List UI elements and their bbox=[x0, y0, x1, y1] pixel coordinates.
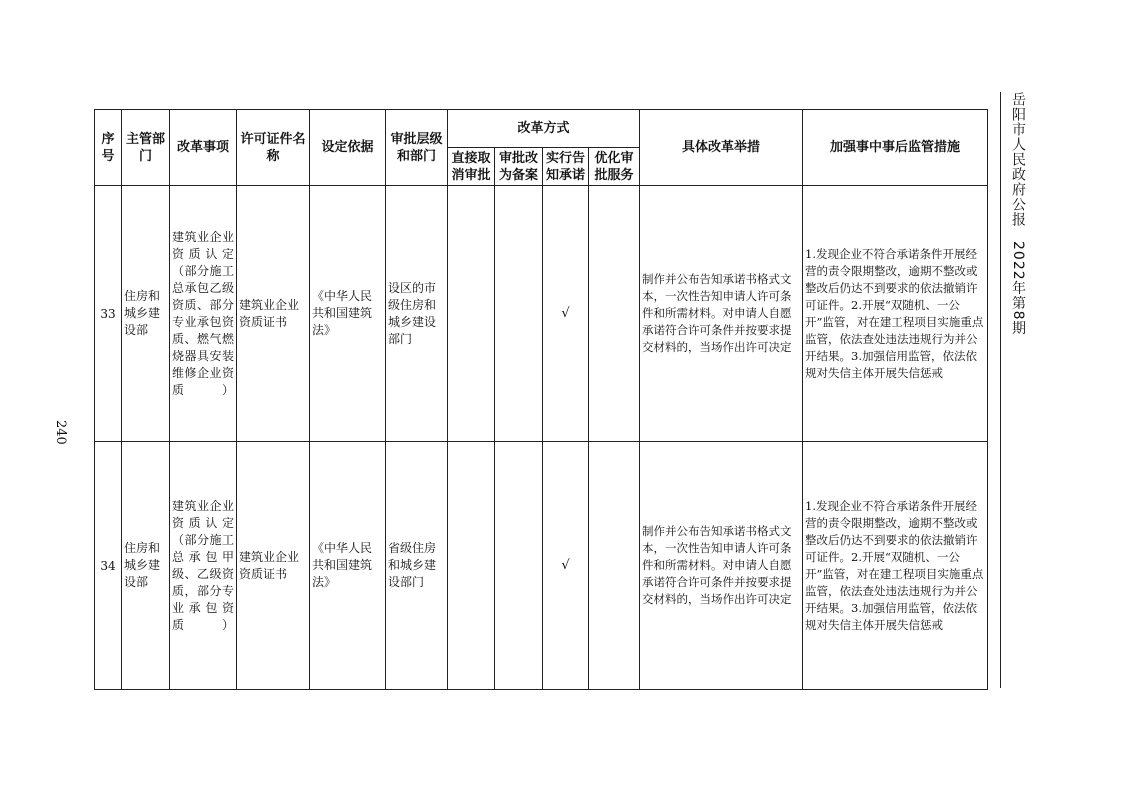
cell-seq: 34 bbox=[95, 442, 122, 690]
cell-supervision: 1.发现企业不符合承诺条件开展经营的责令限期整改，逾期不整改或整改后仍达不到要求的依法撤销许可证件。2.开展“双随机、一公开”监管，对在建工程项目实施重点监管，依法查处违法违规行为并公开结果。3.加强信用监管，依法依规对失信主体开展失信惩戒 bbox=[803, 442, 988, 690]
cell-measures: 制作并公布告知承诺书格式文本，一次性告知申请人许可条件和所需材料。对申请人自愿承诺符合许可条件并按要求提交材料的，当场作出许可决定 bbox=[640, 442, 803, 690]
header-level: 审批层级和部门 bbox=[386, 110, 448, 186]
gazette-title: 岳阳市人民政府公报 bbox=[1010, 92, 1026, 227]
page-number: 240 bbox=[53, 420, 68, 445]
header-method-optimize: 优化审批服务 bbox=[589, 148, 640, 186]
header-basis: 设定依据 bbox=[310, 110, 386, 186]
cell-commit: √ bbox=[543, 442, 589, 690]
header-item: 改革事项 bbox=[170, 110, 237, 186]
cell-cancel bbox=[448, 186, 495, 442]
cell-license: 建筑业企业资质证书 bbox=[237, 186, 310, 442]
header-license: 许可证件名称 bbox=[237, 110, 310, 186]
cell-optimize bbox=[589, 442, 640, 690]
gazette-header bbox=[1008, 92, 1028, 336]
header-dept: 主管部门 bbox=[122, 110, 170, 186]
header-method-cancel: 直接取消审批 bbox=[448, 148, 495, 186]
cell-level: 设区的市级住房和城乡建设部门 bbox=[386, 186, 448, 442]
cell-item: 建筑业企业资质认定（部分施工总承包甲级、乙级资质，部分专业承包资质） bbox=[170, 442, 237, 690]
cell-basis: 《中华人民共和国建筑法》 bbox=[310, 442, 386, 690]
cell-measures: 制作并公布告知承诺书格式文本，一次性告知申请人许可条件和所需材料。对申请人自愿承诺符合许可条件并按要求提交材料的，当场作出许可决定 bbox=[640, 186, 803, 442]
cell-dept: 住房和城乡建设部 bbox=[122, 442, 170, 690]
table-row bbox=[95, 186, 988, 442]
cell-optimize bbox=[589, 186, 640, 442]
header-method: 改革方式 bbox=[448, 110, 640, 148]
reform-table bbox=[94, 109, 988, 690]
cell-cancel bbox=[448, 442, 495, 690]
cell-dept: 住房和城乡建设部 bbox=[122, 186, 170, 442]
cell-level: 省级住房和城乡建设部门 bbox=[386, 442, 448, 690]
header-seq: 序号 bbox=[95, 110, 122, 186]
cell-commit: √ bbox=[543, 186, 589, 442]
cell-basis: 《中华人民共和国建筑法》 bbox=[310, 186, 386, 442]
cell-seq: 33 bbox=[95, 186, 122, 442]
header-method-commit: 实行告知承诺 bbox=[543, 148, 589, 186]
gazette-issue: 2022年第8期 bbox=[1010, 241, 1026, 336]
header-measures: 具体改革举措 bbox=[640, 110, 803, 186]
header-supervision: 加强事中事后监管措施 bbox=[803, 110, 988, 186]
header-rule bbox=[1000, 92, 1001, 688]
cell-license: 建筑业企业资质证书 bbox=[237, 442, 310, 690]
table-row bbox=[95, 442, 988, 690]
header-method-record: 审批改为备案 bbox=[495, 148, 543, 186]
cell-record bbox=[495, 186, 543, 442]
cell-record bbox=[495, 442, 543, 690]
cell-supervision: 1.发现企业不符合承诺条件开展经营的责令限期整改，逾期不整改或整改后仍达不到要求的依法撤销许可证件。2.开展“双随机、一公开”监管，对在建工程项目实施重点监管，依法查处违法违规行为并公开结果。3.加强信用监管，依法依规对失信主体开展失信惩戒 bbox=[803, 186, 988, 442]
cell-item: 建筑业企业资质认定（部分施工总承包乙级资质、部分专业承包资质、燃气燃烧器具安装维修企业资质） bbox=[170, 186, 237, 442]
